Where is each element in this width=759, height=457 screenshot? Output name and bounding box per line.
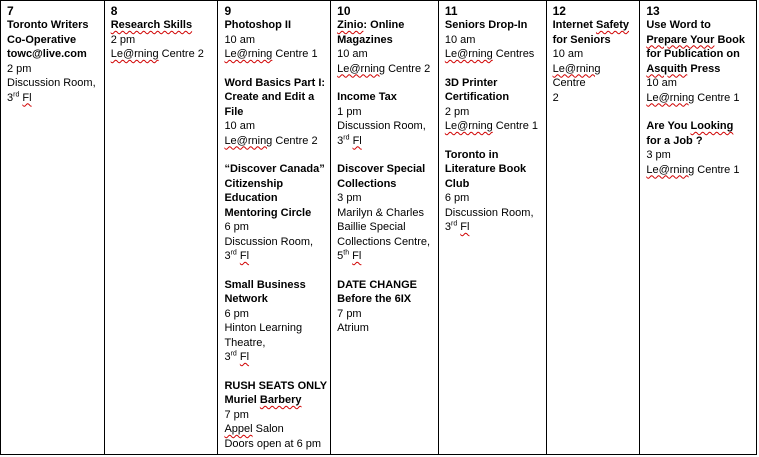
event-detail-line: Le@rning Centre 1 [646, 163, 740, 176]
event-detail-line: Le@rning Centre 2 [337, 62, 431, 75]
event-entry [445, 148, 543, 235]
day-column-8 [105, 1, 219, 454]
event-detail-line: 6 pm [224, 307, 249, 320]
event-title-line: Research Skills [110, 19, 193, 31]
event-title-line: RUSH SEATS ONLY [224, 379, 328, 392]
event-detail-line: Baillie Special [337, 221, 406, 233]
event-entry [7, 18, 101, 105]
day-number: 13 [646, 4, 660, 18]
event-entry [111, 18, 215, 62]
event-entry [224, 18, 327, 62]
event-detail-line: 5th Fl [337, 249, 362, 262]
event-detail-line: 7 pm [224, 408, 249, 421]
event-detail-line: Doors open at 6 pm [224, 437, 322, 450]
event-title-line: Prepare Your Book [646, 33, 745, 46]
event-title-line: Zinio: Online [337, 19, 405, 31]
event-detail-line: Hinton Learning [224, 322, 303, 334]
event-title-line: Network [224, 293, 268, 305]
event-detail-line: 3rd Fl [444, 220, 470, 233]
event-title-line: Literature Book [444, 163, 527, 175]
event-detail-line: Le@rning Centre [552, 62, 604, 89]
event-title-line: towc@live.com [7, 48, 87, 60]
event-entry [553, 18, 637, 105]
event-detail-line: Le@rning Centre 1 [444, 120, 538, 132]
event-detail-line: Marilyn & Charles [337, 206, 424, 219]
day-number: 10 [337, 4, 351, 18]
event-entry [337, 162, 435, 264]
event-detail-line: Atrium [337, 322, 369, 334]
event-detail-line: Collections Centre, [337, 235, 431, 248]
event-detail-line: Le@rning Centres [444, 48, 535, 60]
event-detail-line: 10 am [337, 48, 368, 60]
event-detail-line: Le@rning Centre 2 [224, 134, 318, 147]
event-detail-line: Appel Salon [224, 423, 284, 435]
day-number: 8 [110, 4, 118, 18]
event-detail-line: 3rd Fl [224, 249, 250, 262]
event-detail-line: Theatre, [224, 336, 266, 349]
event-detail-line: Le@rning Centre 2 [110, 48, 204, 60]
event-title-line: for Seniors [552, 33, 611, 46]
event-detail-line: 3rd Fl [224, 350, 250, 363]
event-detail-line: 3rd Fl [337, 133, 362, 147]
day-number: 12 [552, 4, 566, 18]
event-detail-line: 2 pm [110, 33, 136, 46]
event-title-line: File [224, 105, 244, 118]
event-detail-line: Discussion Room, [224, 235, 314, 248]
event-detail-line: 10 am [444, 33, 476, 46]
event-title-line: 3D Printer [444, 76, 498, 89]
day-number: 11 [444, 4, 458, 18]
event-entry [224, 162, 327, 264]
event-detail-line: 3rd Fl [7, 90, 32, 104]
event-title-line: Co-Operative [7, 33, 77, 46]
event-detail-line: 6 pm [444, 192, 470, 204]
day-column-10 [331, 1, 439, 454]
event-title-line: for a Job ? [646, 134, 703, 147]
event-entry [224, 278, 327, 365]
event-title-line: Muriel Barbery [224, 394, 302, 406]
event-title-line: Create and Edit a [224, 91, 315, 103]
day-column-7 [1, 1, 105, 454]
event-title-line: Citizenship [224, 177, 284, 190]
event-detail-line: 10 am [646, 77, 677, 89]
event-detail-line: 10 am [224, 33, 256, 46]
day-number: 9 [224, 4, 232, 18]
event-title-line: Certification [444, 91, 510, 103]
event-title-line: Education [224, 192, 278, 204]
event-entry [337, 90, 435, 148]
event-title-line: Use Word to [646, 19, 711, 31]
event-detail-line: 7 pm [337, 307, 362, 320]
day-column-11 [439, 1, 547, 454]
event-detail-line: 3 pm [337, 192, 362, 204]
event-entry [646, 119, 753, 177]
event-title-line: DATE CHANGE [337, 278, 417, 291]
event-detail-line: 1 pm [337, 105, 362, 118]
event-title-line: Are You Looking [646, 120, 734, 132]
event-entry [224, 379, 327, 452]
event-title-line: Mentoring Circle [224, 206, 312, 219]
event-title-line: Seniors Drop-In [444, 19, 528, 31]
event-detail-line: 10 am [552, 48, 584, 60]
event-detail-line: Discussion Room, [444, 206, 534, 219]
event-detail-line: 10 am [224, 120, 256, 132]
event-title-line: Income Tax [337, 91, 397, 103]
event-title-line: Magazines [337, 33, 393, 46]
event-title-line: Asquith Press [646, 62, 721, 75]
event-title-line: Photoshop II [224, 19, 292, 31]
event-entry [337, 278, 435, 336]
event-title-line: Small Business [224, 278, 306, 291]
event-title-line: Discover Special [337, 163, 426, 175]
event-title-line: Before the 6IX [337, 293, 412, 305]
event-title-line: “Discover Canada” [224, 163, 325, 175]
day-number: 7 [7, 4, 14, 18]
event-title-line: for Publication on [646, 48, 740, 60]
day-column-12 [547, 1, 641, 454]
event-detail-line: 2 pm [444, 105, 470, 118]
event-entry [445, 18, 543, 62]
event-title-line: Toronto in [444, 148, 499, 161]
event-title-line: Internet Safety [552, 19, 630, 31]
event-detail-line: 6 pm [224, 221, 249, 233]
event-entry [337, 18, 435, 76]
event-title-line: Word Basics Part I: [224, 76, 326, 89]
event-detail-line: 3 pm [646, 149, 671, 161]
event-detail-line: Le@rning Centre 1 [646, 91, 740, 104]
event-detail-line: 2 pm [7, 62, 32, 75]
event-entry [646, 18, 753, 105]
event-detail-line: Discussion Room, [7, 77, 96, 89]
day-column-13 [640, 1, 756, 454]
event-entry [224, 76, 327, 149]
event-detail-line: 2 [552, 91, 559, 104]
event-title-line: Collections [337, 177, 397, 190]
event-entry [445, 76, 543, 134]
event-title-line: Club [444, 177, 470, 190]
event-detail-line: Le@rning Centre 1 [224, 48, 318, 60]
event-detail-line: Discussion Room, [337, 120, 426, 132]
event-title-line: Toronto Writers [7, 19, 89, 31]
day-column-9 [218, 1, 331, 454]
